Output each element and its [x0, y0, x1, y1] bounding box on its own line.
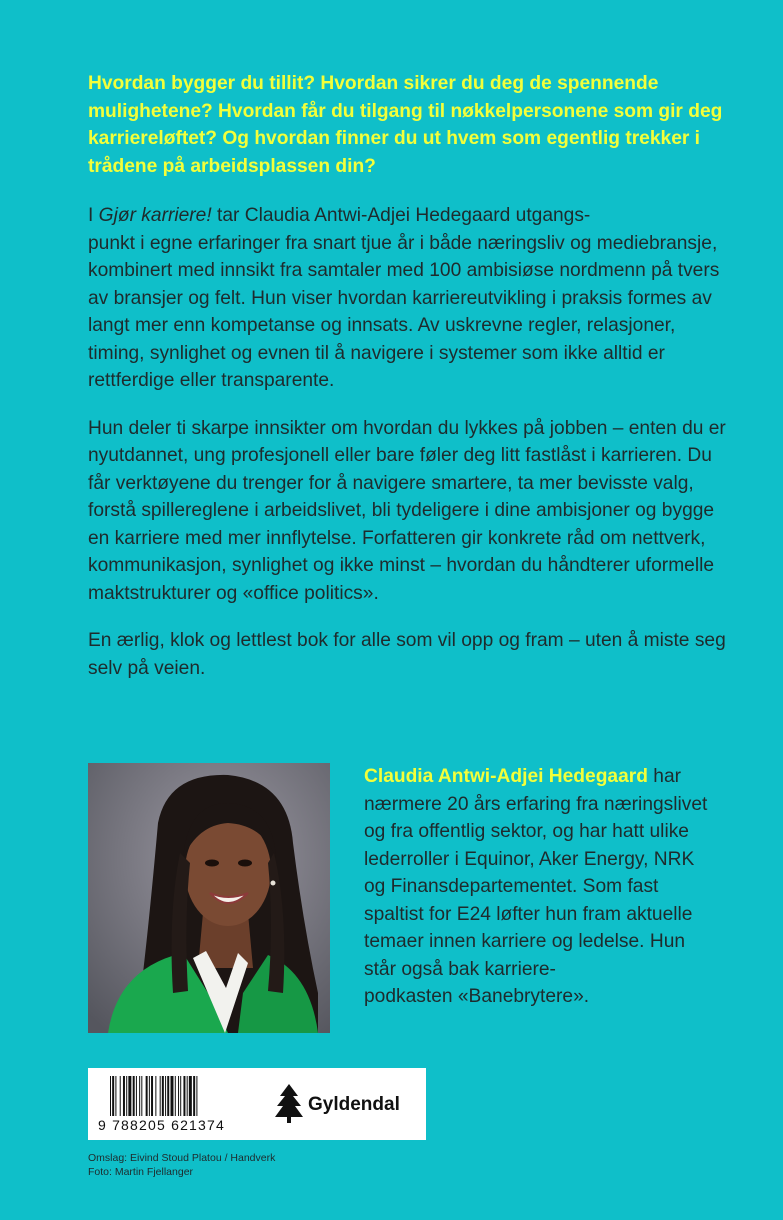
barcode-bar — [155, 1076, 156, 1116]
author-name: Claudia Antwi-Adjei Hedegaard — [364, 766, 648, 787]
barcode-panel — [88, 1068, 426, 1140]
description-paragraph-3: En ærlig, klok og lettlest bok for alle som vil opp og fram – uten å miste seg selv på veien. — [88, 630, 726, 679]
barcode-bar — [175, 1076, 176, 1116]
barcode-bar — [193, 1076, 195, 1116]
barcode-bar — [180, 1076, 181, 1116]
barcode-bar — [196, 1076, 197, 1116]
barcode-bar — [115, 1076, 116, 1116]
barcode-bar — [162, 1076, 164, 1116]
isbn-number: 9 788205 621374 — [98, 1117, 225, 1133]
barcode-bar — [187, 1076, 188, 1116]
author-bio-text: har nærmere 20 års erfaring fra næringslivet og fra offentlig sektor, og har hatt ulike lederroller i Equinor, Aker Energy, NRK og Finansdepartementet. Som fast spaltist for E24 løfter hun fram aktuelle temaer innen karriere og ledelse. Hun står også bak karriere- podkasten «Banebrytere». — [364, 766, 708, 1007]
barcode-bar — [110, 1076, 111, 1116]
barcode-bar — [149, 1076, 150, 1116]
barcode-bar — [167, 1076, 169, 1116]
barcode-bar — [170, 1076, 173, 1116]
barcode-bar — [165, 1076, 166, 1116]
author-bio — [364, 763, 714, 1011]
barcode-bar — [151, 1076, 153, 1116]
barcode-bar — [128, 1076, 131, 1116]
barcode-bar — [120, 1076, 121, 1116]
barcode-bar — [136, 1076, 137, 1116]
barcode-bar — [146, 1076, 148, 1116]
barcode-bar — [183, 1076, 185, 1116]
barcode-bar — [189, 1076, 192, 1116]
author-photo — [88, 763, 330, 1033]
publisher-name: Gyldendal — [308, 1094, 400, 1115]
barcode-bar — [139, 1076, 140, 1116]
cover-credit: Omslag: Eivind Stoud Platou / Handverk — [88, 1152, 276, 1164]
back-cover-text — [88, 70, 728, 702]
credits — [88, 1151, 275, 1179]
isbn-barcode — [110, 1076, 252, 1116]
paragraph-body: tar Claudia Antwi-Adjei Hedegaard utgangs- punkt i egne erfaringer fra snart tjue år i både næringsliv og mediebransje, kombinert med innsikt fra samtaler med 100 ambisiøse nordmenn på tvers av bransjer og felt. Hun viser hvordan karriereutvikling i praksis formes av langt mer enn kompetanse og innsats. Av uskrevne regler, relasjoner, timing, synlighet og evnen til å navigere i systemer som ikke alltid er rettferdige eller transparente. — [88, 205, 720, 391]
barcode-bar — [123, 1076, 125, 1116]
barcode-bar — [141, 1076, 142, 1116]
barcode-bar — [126, 1076, 127, 1116]
description-paragraph-1 — [88, 202, 728, 395]
tree-icon — [274, 1082, 304, 1124]
author-section — [88, 763, 728, 1033]
barcode-bar — [160, 1076, 161, 1116]
description-paragraph-2: Hun deler ti skarpe innsikter om hvordan du lykkes på jobben – enten du er nyutdannet, ung profesjonell eller bare føler deg litt fastlåst i karrieren. Du får verktøyene du trenger for å navigere smartere, ta mer bevisste valg, forstå spillereglene i arbeidslivet, bli tydeligere i dine ambisjoner og bygge en karriere med mer innflytelse. Forfatteren gir konkrete råd om nettverk, kommunikasjon, synlighet og ikke minst – hvordan du håndterer uformelle maktstrukturer og «office politics». — [88, 417, 726, 604]
lead-questions: Hvordan bygger du tillit? Hvordan sikrer du deg de spennende mulighetene? Hvordan får du tilgang til nøkkelpersonene som gir deg karriereløftet? Og hvordan finner du ut hvem som egentlig trekker i trådene på arbeidsplassen din? — [88, 73, 723, 177]
publisher-logo — [274, 1082, 419, 1126]
paragraph-prefix: I — [88, 205, 99, 226]
barcode-bar — [112, 1076, 114, 1116]
author-portrait-illustration — [88, 763, 330, 1033]
barcode-bar — [178, 1076, 179, 1116]
barcode-bar — [133, 1076, 135, 1116]
photo-credit: Foto: Martin Fjellanger — [88, 1166, 194, 1178]
book-title: Gjør karriere! — [98, 205, 212, 226]
